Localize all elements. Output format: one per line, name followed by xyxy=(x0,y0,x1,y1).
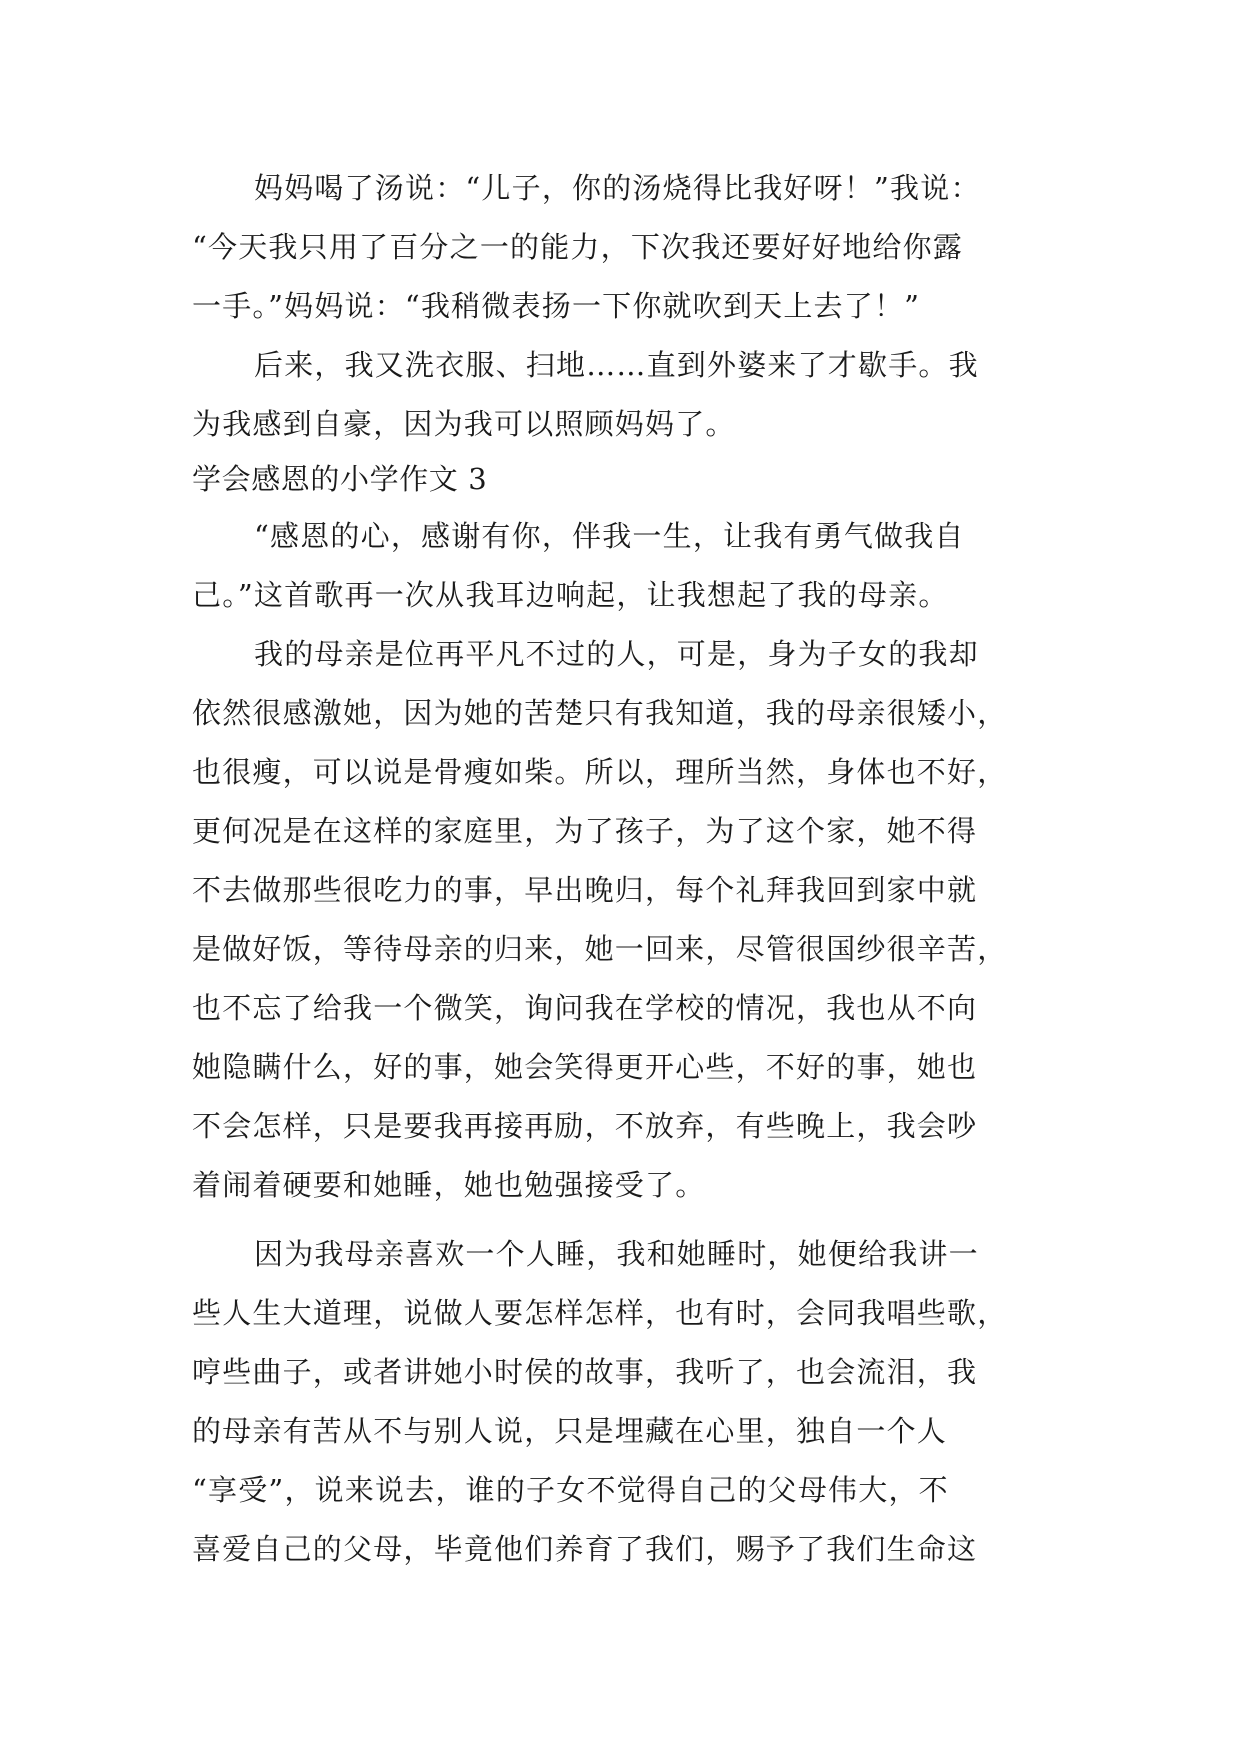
paragraph-line: 为我感到自豪，因为我可以照顾妈妈了。 xyxy=(192,407,736,441)
paragraph-line: 是做好饭，等待母亲的归来，她一回来，尽管很国纱很辛苦， xyxy=(192,932,1008,966)
paragraph-line: 的母亲有苦从不与别人说，只是埋藏在心里，独自一个人 xyxy=(192,1414,948,1448)
paragraph-line: “享受”，说来说去，谁的子女不觉得自己的父母伟大，不 xyxy=(192,1473,949,1507)
paragraph-line: 哼些曲子，或者讲她小时侯的故事，我听了，也会流泪，我 xyxy=(192,1355,978,1389)
paragraph-line: “今天我只用了百分之一的能力，下次我还要好好地给你露 xyxy=(192,230,964,264)
paragraph-line: 依然很感激她，因为她的苦楚只有我知道，我的母亲很矮小， xyxy=(192,696,1008,730)
paragraph-line: 喜爱自己的父母，毕竟他们养育了我们，赐予了我们生命这 xyxy=(192,1532,978,1566)
paragraph-line: 不去做那些很吃力的事，早出晚归，每个礼拜我回到家中就 xyxy=(192,873,978,907)
paragraph-line: 也不忘了给我一个微笑，询问我在学校的情况，我也从不向 xyxy=(192,991,978,1025)
paragraph-line: 后来，我又洗衣服、扫地……直到外婆来了才歇手。我 xyxy=(254,348,979,382)
paragraph-line: 我的母亲是位再平凡不过的人，可是，身为子女的我却 xyxy=(254,637,979,671)
paragraph-line: 更何况是在这样的家庭里，为了孩子，为了这个家，她不得 xyxy=(192,814,978,848)
paragraph-line: 因为我母亲喜欢一个人睡，我和她睡时，她便给我讲一 xyxy=(254,1237,979,1271)
paragraph-line: 妈妈喝了汤说：“儿子，你的汤烧得比我好呀！”我说： xyxy=(254,171,981,205)
section-heading: 学会感恩的小学作文 3 xyxy=(192,462,488,496)
paragraph-line: 不会怎样，只是要我再接再励，不放弃，有些晚上，我会吵 xyxy=(192,1109,978,1143)
paragraph-line: 己。”这首歌再一次从我耳边响起，让我想起了我的母亲。 xyxy=(192,578,949,612)
paragraph-line: 着闹着硬要和她睡，她也勉强接受了。 xyxy=(192,1168,706,1202)
paragraph-line: 一手。”妈妈说：“我稍微表扬一下你就吹到天上去了！” xyxy=(192,289,921,323)
paragraph-line: “感恩的心，感谢有你，伴我一生，让我有勇气做我自 xyxy=(254,519,965,553)
paragraph-line: 她隐瞒什么，好的事，她会笑得更开心些，不好的事，她也 xyxy=(192,1050,978,1084)
paragraph-line: 些人生大道理，说做人要怎样怎样，也有时，会同我唱些歌， xyxy=(192,1296,1008,1330)
paragraph-line: 也很瘦，可以说是骨瘦如柴。所以，理所当然，身体也不好， xyxy=(192,755,1008,789)
